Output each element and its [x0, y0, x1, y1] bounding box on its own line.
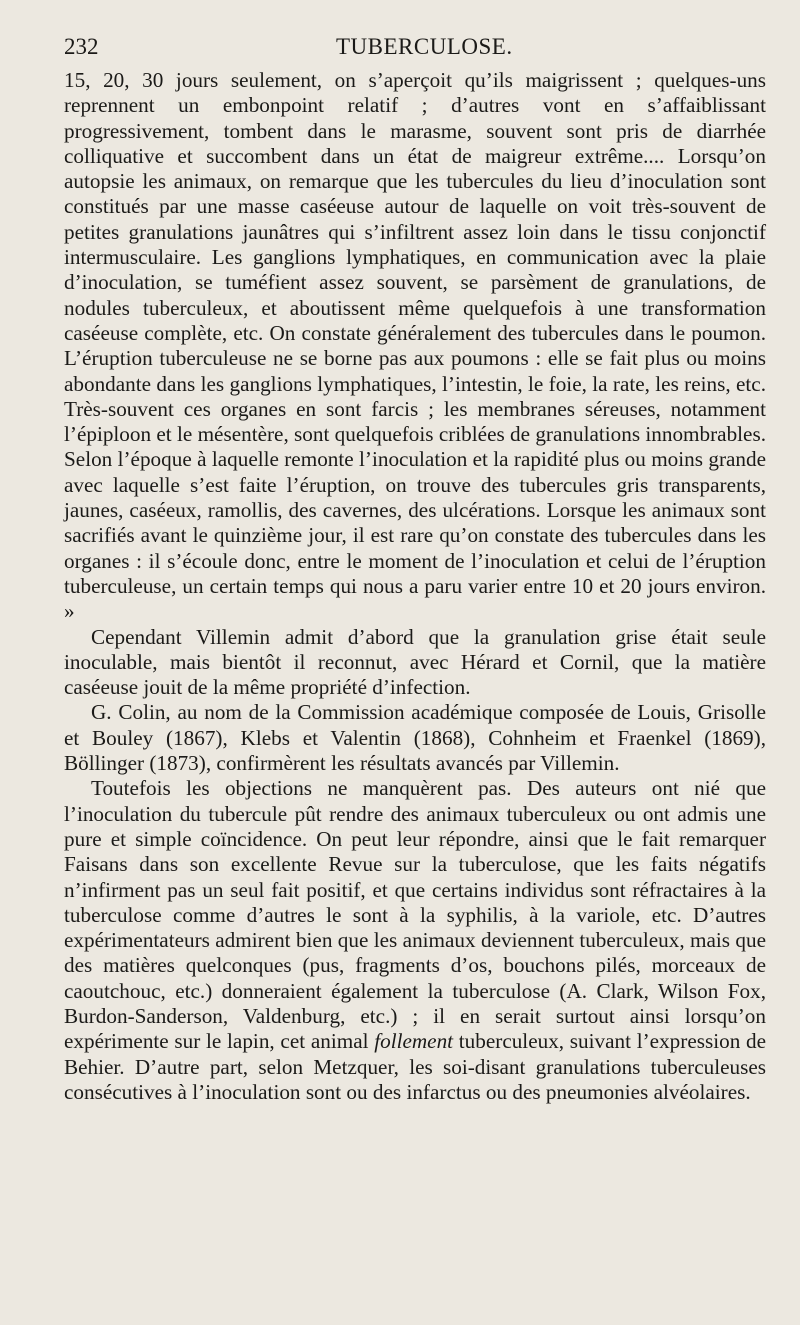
paragraph-objections-part1: Toutefois les objections ne manquèrent pas. Des auteurs ont nié que l’inoculation du tubercule pût rendre des animaux tuberculeux ou ont admis une pure et simple coïncidence. On peut leur répondre, ainsi que le fait remarquer Faisans dans son excellente Revue sur la tuberculose, que les faits négatifs n’infirment pas un seul fait positif, et que certains individus sont réfractaires à la tuberculose comme d’autres le sont à la syphilis, à la variole, etc. D’autres expérimentateurs admirent bien que les animaux deviennent tuberculeux, mais que des matières quelconques (pus, fragments d’os, bouchons pilés, morceaux de caoutchouc, etc.) donneraient également la tuberculose (A. Clark, Wilson Fox, Burdon-Sanderson, Valdenburg, etc.) ; il en serait surtout ainsi lorsqu’on expérimente sur le lapin, cet animal: [64, 776, 766, 1054]
page-number: 232: [64, 34, 99, 59]
paragraph-colin: G. Colin, au nom de la Commission académique composée de Louis, Grisolle et Bouley (1867), Klebs et Valentin (1868), Cohnheim et Fraenkel (1869), Böllinger (1873), confirmèrent les résultats avancés par Villemin.: [64, 700, 766, 776]
paragraph-objections: [64, 776, 766, 1105]
emphasized-word: follement: [374, 1029, 454, 1054]
paragraph-continuation: 15, 20, 30 jours seulement, on s’aperçoit qu’ils maigrissent ; quelques-uns reprennent un embonpoint relatif ; d’autres vont en s’affaiblissant progressivement, tombent dans le marasme, souvent sont pris de diarrhée colliquative et succombent dans un état de maigreur extrême.... Lorsqu’on autopsie les animaux, on remarque que les tubercules du lieu d’inoculation sont constitués par une masse caséeuse autour de laquelle on voit très-souvent de petites granulations jaunâtres qui s’infiltrent assez loin dans le tissu conjonctif intermusculaire. Les ganglions lymphatiques, en communication avec la plaie d’inoculation, se tuméfient assez souvent, se parsèment de granulations, de nodules tuberculeux, et aboutissent même quelquefois à une transformation caséeuse complète, etc. On constate généralement des tubercules dans le poumon. L’éruption tuberculeuse ne se borne pas aux poumons : elle se fait plus ou moins abondante dans les ganglions lymphatiques, l’intestin, le foie, la rate, les reins, etc. Très-souvent ces organes en sont farcis ; les membranes séreuses, notamment l’épiploon et le mésentère, sont quelquefois criblées de granulations innombrables. Selon l’époque à laquelle remonte l’inoculation et la rapidité plus ou moins grande avec laquelle s’est faite l’éruption, on trouve des tubercules gris transparents, jaunes, caséeux, ramollis, des cavernes, des ulcérations. Lorsque les animaux sont sacrifiés avant le quinzième jour, il est rare qu’on constate des tubercules dans les organes : il s’écoule donc, entre le moment de l’inoculation et celui de l’éruption tuberculeuse, un certain temps qui nous a paru varier entre 10 et 20 jours environ. »: [64, 68, 766, 624]
paragraph-objections-part2: tuberculeux, suivant l’expression de Behier. D’autre part, selon Metzquer, les soi-disant granulations tuberculeuses consécutives à l’inoculation sont ou des infarctus ou des pneumonies alvéolaires.: [64, 1029, 766, 1104]
body-text: [64, 68, 766, 1105]
running-title: TUBERCULOSE.: [336, 34, 513, 59]
page-header: [64, 34, 766, 68]
paragraph-villemin: Cependant Villemin admit d’abord que la granulation grise était seule inoculable, mais bientôt il reconnut, avec Hérard et Cornil, que la matière caséeuse jouit de la même propriété d’infection.: [64, 624, 766, 700]
